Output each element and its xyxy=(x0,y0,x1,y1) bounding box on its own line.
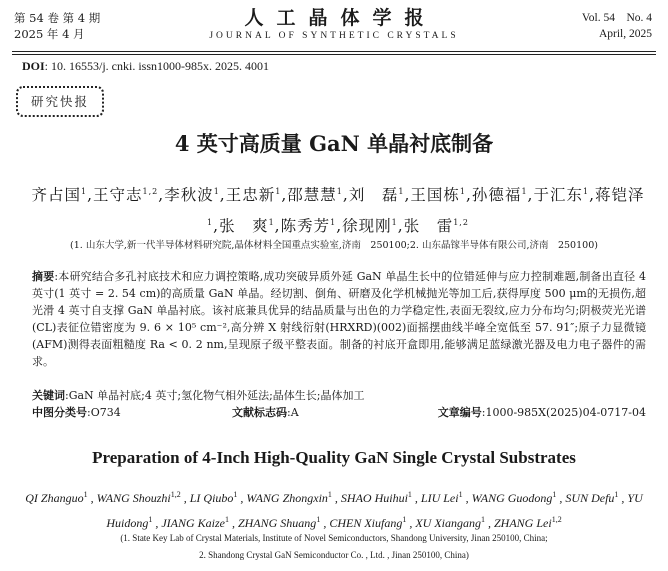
author-name: 李秋波 xyxy=(164,186,214,205)
author-en xyxy=(246,491,332,505)
volume-issue: 第 54 卷 第 4 期 xyxy=(14,11,101,25)
abstract-text: :本研究结合多孔衬底技术和应力调控策略,成功突破异质外延 GaN 单晶生长中的位错延伸与应力控制难题,制备出直径 4 英寸(1 英寸 = 2. 54 cm)的高质量 GaN 单晶。经切割、倒角、研磨及化学机械抛光等加工后,获得厚度 500 μm的无损伤,超光滑 4 英寸自支撑 GaN 单晶衬底。该衬底兼具优异的结晶质量与出色的力学稳定性,表面无裂纹,应力分布均匀;阴极荧光光谱(CL)表征位错密度为 9. 6 × 10⁵ cm⁻²,高分辨 X 射线衍射(HRXRD)(002)面摇摆曲线半峰全宽低至 57. 91″;原子力显微镜(AFM)测得表面粗糙度 Ra < 0. 2 nm,呈现原子级平整表面。制备的衬底开盒即用,能够满足蓝绿激光器及电力电子器件的需求。 xyxy=(32,270,647,368)
author-cn xyxy=(164,186,220,204)
author-cn xyxy=(287,186,343,204)
clc-label: 中图分类号 xyxy=(32,406,87,419)
keywords-cn xyxy=(32,387,646,404)
author-affiliation-mark: 1 xyxy=(148,515,153,524)
author-affiliation-mark: 1 xyxy=(582,187,590,196)
author-name: QI Zhanguo xyxy=(25,491,84,505)
author-affiliation-mark: 1 xyxy=(552,490,557,499)
author-affiliation-mark: 1 xyxy=(224,515,229,524)
article-number-label: 文章编号 xyxy=(437,406,482,419)
document-code-label: 文献标志码 xyxy=(232,406,287,419)
author-name: 于汇东 xyxy=(533,186,583,205)
volume-issue-en: Vol. 54 No. 4 xyxy=(581,12,652,24)
header-rule-top xyxy=(12,51,656,52)
author-cn xyxy=(219,217,275,235)
author-affiliation-mark: 1,2 xyxy=(142,187,159,196)
author-cn xyxy=(226,186,282,204)
author-name: SUN Defu xyxy=(565,491,615,505)
header-rule-bottom xyxy=(12,54,656,55)
author-affiliation-mark: 1 xyxy=(614,490,619,499)
doi-value: : 10. 16553/j. cnki. issn1000-985x. 2025. 4001 xyxy=(44,59,270,73)
author-cn xyxy=(472,186,528,204)
author-affiliation-mark: 1 xyxy=(407,490,412,499)
author-cn xyxy=(93,186,158,204)
abstract-cn xyxy=(32,268,646,370)
section-badge: 研究快报 xyxy=(16,86,104,117)
publication-month: 2025 年 4 月 xyxy=(14,27,85,41)
author-cn xyxy=(31,186,87,204)
author-en xyxy=(190,491,238,505)
author-cn xyxy=(533,186,589,204)
article-number xyxy=(438,404,646,421)
author-en xyxy=(161,516,229,530)
author-affiliation-mark: 1,2 xyxy=(453,218,469,228)
keywords-text: :GaN 单晶衬底;4 英寸;氢化物气相外延法;晶体生长;晶体加工 xyxy=(65,389,365,402)
doi-line[interactable] xyxy=(22,59,269,74)
author-en xyxy=(472,491,557,505)
author-affiliation-mark: 1 xyxy=(459,187,466,196)
author-affiliation-mark: 1 xyxy=(233,490,238,499)
author-affiliation-mark: 1 xyxy=(521,187,528,196)
author-cn xyxy=(349,186,405,204)
author-name: JIANG Kaize xyxy=(161,516,225,530)
author-name: 刘 磊 xyxy=(348,186,399,205)
clc-value: :O734 xyxy=(87,406,121,419)
author-name: 邵慧慧 xyxy=(287,186,337,205)
author-affiliation-mark: 1 xyxy=(268,218,275,228)
author-en xyxy=(421,491,463,505)
affiliation-cn: (1. 山东大学,新一代半导体材料研究院,晶体材料全国重点实验室,济南 250100;2. 山东晶镓半导体有限公司,济南 250100) xyxy=(70,240,598,251)
author-en xyxy=(565,491,618,505)
author-affiliation-mark: 1 xyxy=(275,187,282,196)
affiliation-en xyxy=(0,530,668,564)
author-affiliation-mark: 1,2 xyxy=(170,490,181,499)
author-en xyxy=(25,491,87,505)
author-name: ZHANG Lei xyxy=(494,516,552,530)
author-name: 王守志 xyxy=(93,186,143,205)
article-title-cn: 4 英寸高质量 GaN 单晶衬底制备 xyxy=(174,131,494,156)
volume-info-en xyxy=(582,10,652,42)
clc-number xyxy=(32,404,121,421)
author-en xyxy=(238,516,320,530)
author-name: 齐占国 xyxy=(31,186,81,205)
author-affiliation-mark: 1 xyxy=(391,218,398,228)
author-name: WANG Zhongxin xyxy=(246,491,328,505)
abstract-label: 摘要 xyxy=(32,270,55,283)
author-affiliation-mark: 1 xyxy=(316,515,321,524)
journal-title-en: JOURNAL OF SYNTHETIC CRYSTALS xyxy=(209,31,459,41)
author-affiliation-mark: 1 xyxy=(213,187,220,196)
author-en xyxy=(329,516,406,530)
author-name: 王忠新 xyxy=(225,186,276,205)
author-affiliation-mark: 1 xyxy=(83,490,88,499)
author-affiliation-mark: 1 xyxy=(327,490,332,499)
publication-date-en: April, 2025 xyxy=(598,28,652,40)
author-en xyxy=(494,516,562,530)
author-name: WANG Shouzhi xyxy=(96,491,171,505)
document-code-value: :A xyxy=(287,406,299,419)
author-en xyxy=(341,491,412,505)
author-cn xyxy=(404,217,469,235)
keywords-label: 关键词 xyxy=(32,389,65,402)
author-cn xyxy=(410,186,466,204)
author-affiliation-mark: 1 xyxy=(481,515,485,524)
author-en xyxy=(97,491,181,505)
author-name: CHEN Xiufang xyxy=(329,516,403,530)
author-affiliation-mark: 1 xyxy=(207,218,214,228)
author-name: 徐现刚 xyxy=(342,217,392,236)
author-name: ZHANG Shuang xyxy=(237,516,317,530)
author-name: 陈秀芳 xyxy=(280,217,331,236)
author-name: XU Xiangang xyxy=(415,516,481,530)
author-name: SHAO Huihui xyxy=(340,491,408,505)
journal-masthead xyxy=(0,6,668,42)
document-code xyxy=(232,404,299,421)
article-number-value: :1000-985X(2025)04-0717-04 xyxy=(481,406,646,419)
author-name: WANG Guodong xyxy=(471,491,553,505)
author-affiliation-mark: 1 xyxy=(402,515,407,524)
author-cn xyxy=(281,217,337,235)
author-affiliation-mark: 1,2 xyxy=(551,515,562,524)
journal-title-cn: 人工晶体学报 xyxy=(244,7,437,29)
author-cn xyxy=(342,217,398,235)
author-affiliation-mark: 1 xyxy=(398,187,405,196)
author-name: 张 爽 xyxy=(219,217,269,236)
author-en xyxy=(415,516,485,530)
article-title-en: Preparation of 4-Inch High-Quality GaN Single Crystal Substrates xyxy=(92,448,576,467)
affiliation-en-line1: (1. State Key Lab of Crystal Materials, Institute of Novel Semiconductors, Shandong University, Jinan 250100, China; xyxy=(120,533,548,543)
author-name: 孙德福 xyxy=(471,186,522,205)
author-affiliation-mark: 1 xyxy=(336,187,343,196)
affiliation-en-line2: 2. Shandong Crystal GaN Semiconductor Co. , Ltd. , Jinan 250100, China) xyxy=(199,550,469,560)
classification-row xyxy=(32,404,646,421)
author-affiliation-mark: 1 xyxy=(330,218,337,228)
author-name: LIU Lei xyxy=(420,491,459,505)
doi-label: DOI xyxy=(22,59,45,73)
author-name: 蒋铠泽 xyxy=(595,186,645,205)
author-affiliation-mark: 1 xyxy=(80,187,88,196)
author-name: 王国栋 xyxy=(410,186,460,205)
author-list-en: QI Zhanguo$^1$ , WANG Shouzhi$^{1,2}$ , LI Qiubo$^1$ , WANG Zhongxin$^1$ , SHAO Huihui$^1$ , LIU Lei$^1$ , WANG Guodong$^1$ , SUN Defu$^1$ , YU Huidong$^1$ , JIANG Kaize$^1$ , ZHANG Shuang$^1$ , CHEN Xiufang$^1$ , XU Xiangang$^1$ , ZHANG Lei$^{1,2}$ xyxy=(25,490,643,530)
author-name: LI Qiubo xyxy=(189,491,234,505)
author-name: YU Huidong xyxy=(106,491,643,530)
author-list-cn: 齐占国$^1$,王守志$^{1,2}$,李秋波$^1$,王忠新$^1$,邵慧慧$^1$,刘 磊$^1$,王国栋$^1$,孙德福$^1$,于汇东$^1$,蒋铠泽$^1$,张 爽$^1$,陈秀芳$^1$,徐现刚$^1$,张 雷$^{1,2}$ xyxy=(31,186,645,236)
author-affiliation-mark: 1 xyxy=(458,490,463,499)
author-name: 张 雷 xyxy=(403,217,454,236)
